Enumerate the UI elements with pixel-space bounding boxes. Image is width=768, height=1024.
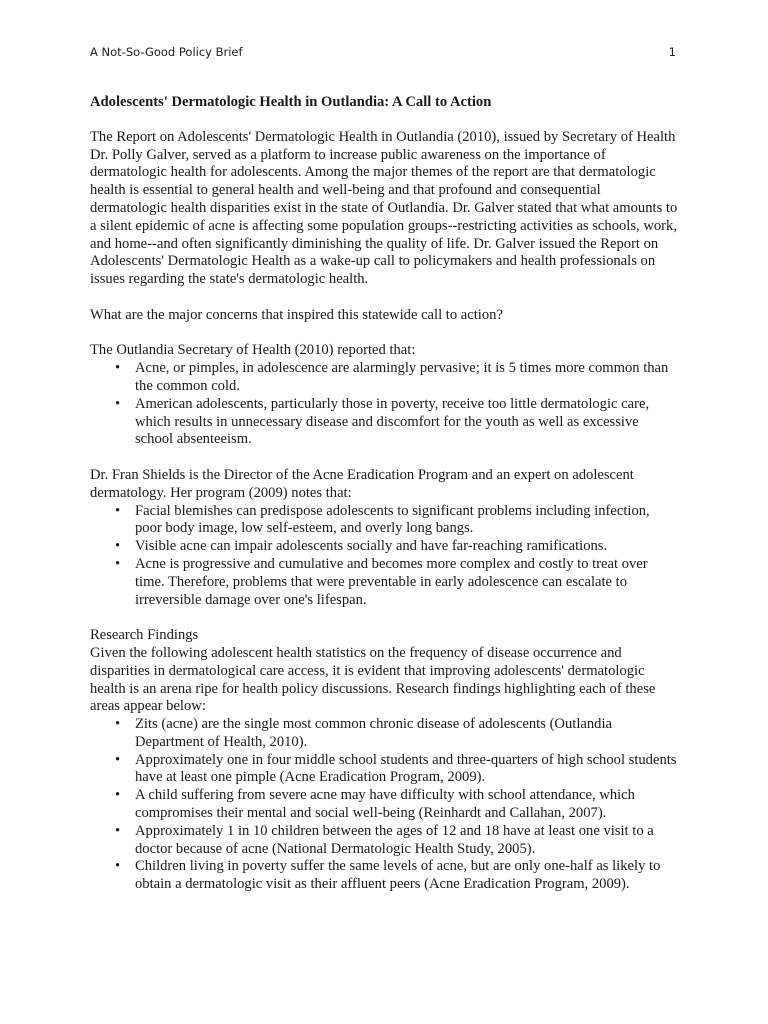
bullet-icon: •	[115, 822, 121, 839]
bullet-icon: •	[115, 502, 121, 519]
list-item	[90, 858, 678, 894]
secretary-bullet-list	[90, 360, 678, 449]
list-item-text: Children living in poverty suffer the same levels of acne, but are only one-half as likely to obtain a dermatologic visit as their affluent peers (Acne Eradication Program, 2009).	[135, 858, 661, 893]
list-item-text: Acne, or pimples, in adolescence are alarmingly pervasive; it is 5 times more common than the common cold.	[135, 360, 669, 394]
bullet-icon: •	[115, 395, 121, 412]
list-item-text: Visible acne can impair adolescents socially and have far-reaching ramifications.	[135, 538, 608, 555]
shields-bullet-list	[90, 503, 678, 610]
list-item	[90, 503, 678, 539]
secretary-lead: The Outlandia Secretary of Health (2010) reported that:	[90, 342, 416, 359]
research-lead: Given the following adolescent health statistics on the frequency of disease occurrence and disparities in dermatological care access, it is evident that improving adolescents' dermatologic health is an arena ripe for health policy discussions. Research findings highlighting each of these areas appear below:	[90, 644, 656, 715]
list-item	[90, 716, 678, 752]
research-heading: Research Findings	[90, 627, 199, 644]
list-item-text: A child suffering from severe acne may have difficulty with school attendance, which compromises their mental and social well-being (Reinhardt and Callahan, 2007).	[135, 787, 635, 822]
list-item-text: American adolescents, particularly those in poverty, receive too little dermatologic care, which results in unnecessary disease and discomfort for the youth as well as excessive school absenteeism.	[135, 395, 650, 448]
list-item-text: Acne is progressive and cumulative and becomes more complex and costly to treat over time. Therefore, problems that were preventable in early adolescence can escalate to irreversible damage over one's lifespan.	[135, 555, 648, 608]
list-item-text: Facial blemishes can predispose adolescents to significant problems including infection, poor body image, low self-esteem, and overly long bangs.	[135, 502, 650, 537]
list-item	[90, 538, 678, 556]
shields-lead: Dr. Fran Shields is the Director of the Acne Eradication Program and an expert on adolescent dermatology. Her program (2009) notes that:	[90, 466, 634, 501]
intro-paragraph: The Report on Adolescents' Dermatologic Health in Outlandia (2010), issued by Secretary of Health Dr. Polly Galver, served as a platform to increase public awareness on the importance of dermatologic health for adolescents. Among the major themes of the report are that dermatologic health is essential to general health and well-being and that profound and consequential dermatologic health disparities exist in the state of Outlandia. Dr. Galver stated that what amounts to a silent epidemic of acne is affecting some population groups--restricting activities as schools, work, and home--and often significantly diminishing the quality of life. Dr. Galver issued the Report on Adolescents' Dermatologic Health as a wake-up call to policymakers and health professionals on issues regarding the state's dermatologic health.	[90, 128, 678, 288]
bullet-icon: •	[115, 716, 121, 733]
list-item	[90, 752, 678, 788]
page-number: 1	[668, 45, 676, 59]
research-bullet-list	[90, 716, 678, 894]
bullet-icon: •	[115, 360, 121, 377]
document-title: Adolescents' Dermatologic Health in Outlandia: A Call to Action	[90, 94, 492, 110]
bullet-icon: •	[115, 858, 121, 875]
list-item	[90, 556, 678, 609]
bullet-icon: •	[115, 555, 121, 572]
list-item	[90, 787, 678, 823]
list-item-text: Zits (acne) are the single most common chronic disease of adolescents (Outlandia Department of Health, 2010).	[135, 716, 612, 750]
bullet-icon: •	[115, 787, 121, 804]
bullet-icon: •	[115, 538, 121, 555]
bullet-icon: •	[115, 751, 121, 768]
running-head: A Not-So-Good Policy Brief	[90, 45, 243, 59]
list-item-text: Approximately one in four middle school students and three-quarters of high school students have at least one pimple (Acne Eradication Program, 2009).	[135, 751, 677, 786]
document-body	[90, 94, 678, 894]
list-item	[90, 823, 678, 859]
list-item-text: Approximately 1 in 10 children between the ages of 12 and 18 have at least one visit to a doctor because of acne (National Dermatologic Health Study, 2005).	[135, 822, 654, 857]
list-item	[90, 396, 678, 449]
question-paragraph: What are the major concerns that inspired this statewide call to action?	[90, 306, 503, 323]
list-item	[90, 360, 678, 396]
